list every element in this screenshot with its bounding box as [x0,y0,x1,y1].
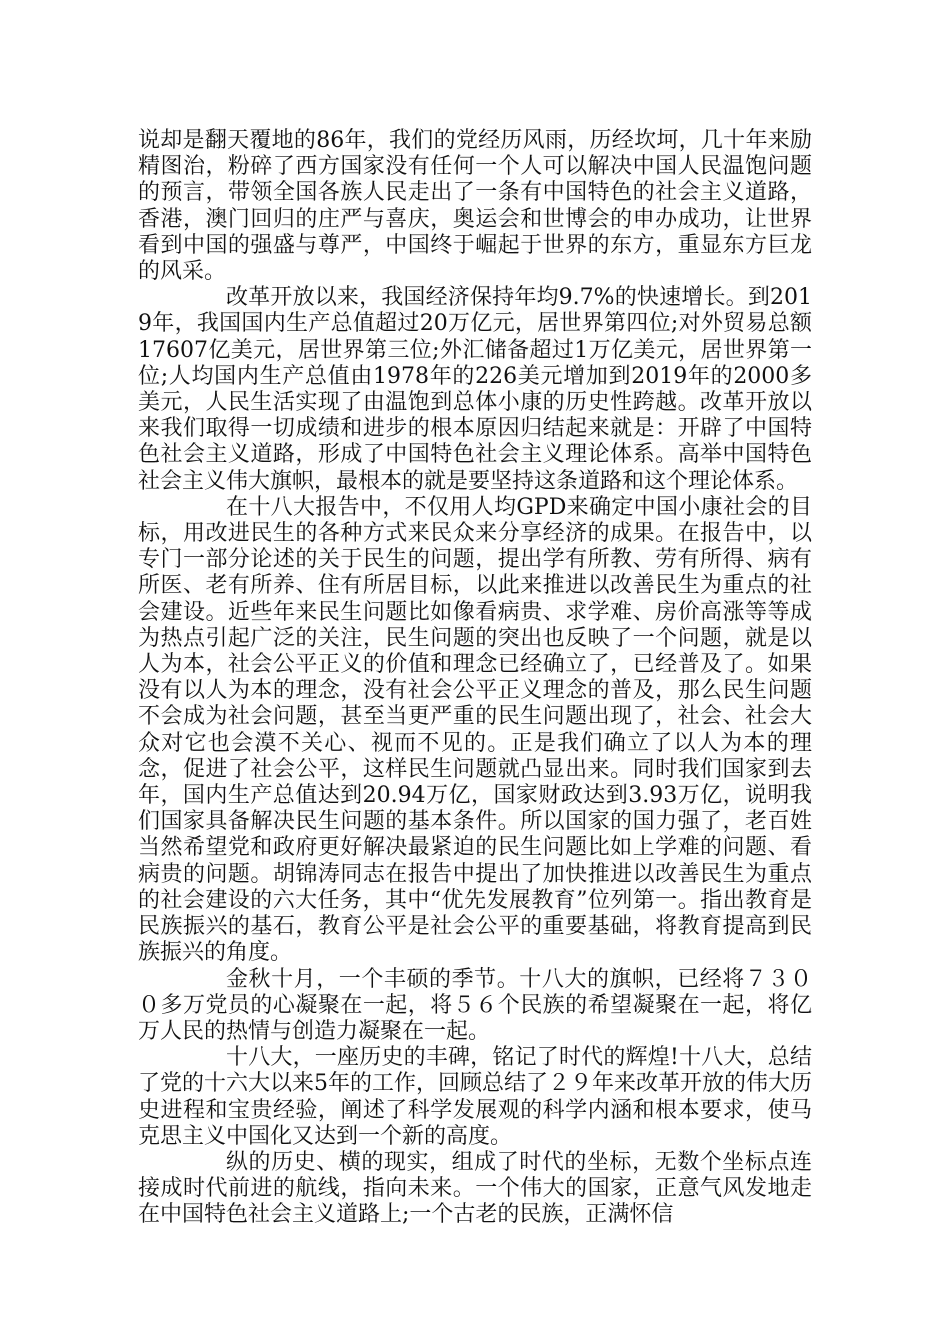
paragraph-4: 金秋十月，一个丰硕的季节。十八大的旗帜，已经将７３００多万党员的心凝聚在一起，将５６个民族的希望凝聚在一起，将亿万人民的热情与创造力凝聚在一起。 [138,966,812,1044]
paragraph-1: 说却是翻天覆地的86年，我们的党经历风雨，历经坎坷，几十年来励精图治，粉碎了西方国家没有任何一个人可以解决中国人民温饱问题的预言，带领全国各族人民走出了一条有中国特色的社会主义道路，香港，澳门回归的庄严与喜庆，奥运会和世博会的申办成功，让世界看到中国的强盛与尊严，中国终于崛起于世界的东方，重显东方巨龙的风采。 [138,128,812,285]
paragraph-3: 在十八大报告中，不仅用人均GPD来确定中国小康社会的目标，用改进民生的各种方式来民众来分享经济的成果。在报告中，以专门一部分论述的关于民生的问题，提出学有所教、劳有所得、病有所医、老有所养、住有所居目标，以此来推进以改善民生为重点的社会建设。近些年来民生问题比如像看病贵、求学难、房价高涨等等成为热点引起广泛的关注，民生问题的突出也反映了一个问题，就是以人为本，社会公平正义的价值和理念已经确立了，已经普及了。如果没有以人为本的理念，没有社会公平正义理念的普及，那么民生问题不会成为社会问题，甚至当更严重的民生问题出现了，社会、社会大众对它也会漠不关心、视而不见的。正是我们确立了以人为本的理念，促进了社会公平，这样民生问题就凸显出来。同时我们国家到去年，国内生产总值达到20.94万亿，国家财政达到3.93万亿，说明我们国家具备解决民生问题的基本条件。所以国家的国力强了，老百姓当然希望党和政府更好解决最紧迫的民生问题比如上学难的问题、看病贵的问题。胡锦涛同志在报告中提出了加快推进以改善民生为重点的社会建设的六大任务，其中“优先发展教育”位列第一。指出教育是民族振兴的基石，教育公平是社会公平的重要基础，将教育提高到民族振兴的角度。 [138,494,812,966]
paragraph-2: 改革开放以来，我国经济保持年均9.7%的快速增长。到2019年，我国国内生产总值超过20万亿元，居世界第四位;对外贸易总额17607亿美元，居世界第三位;外汇储备超过1万亿美元，居世界第一位;人均国内生产总值由1978年的226美元增加到2019年的2000多美元，人民生活实现了由温饱到总体小康的历史性跨越。改革开放以来我们取得一切成绩和进步的根本原因归结起来就是：开辟了中国特色社会主义道路，形成了中国特色社会主义理论体系。高举中国特色社会主义伟大旗帜，最根本的就是要坚持这条道路和这个理论体系。 [138,285,812,494]
paragraph-6: 纵的历史、横的现实，组成了时代的坐标，无数个坐标点连接成时代前进的航线，指向未来。一个伟大的国家，正意气风发地走在中国特色社会主义道路上;一个古老的民族，正满怀信 [138,1149,812,1228]
paragraph-5: 十八大，一座历史的丰碑，铭记了时代的辉煌!十八大，总结了党的十六大以来5年的工作，回顾总结了２９年来改革开放的伟大历史进程和宝贵经验，阐述了科学发展观的科学内涵和根本要求，使马克思主义中国化又达到一个新的高度。 [138,1045,812,1149]
document-body [138,128,812,1229]
